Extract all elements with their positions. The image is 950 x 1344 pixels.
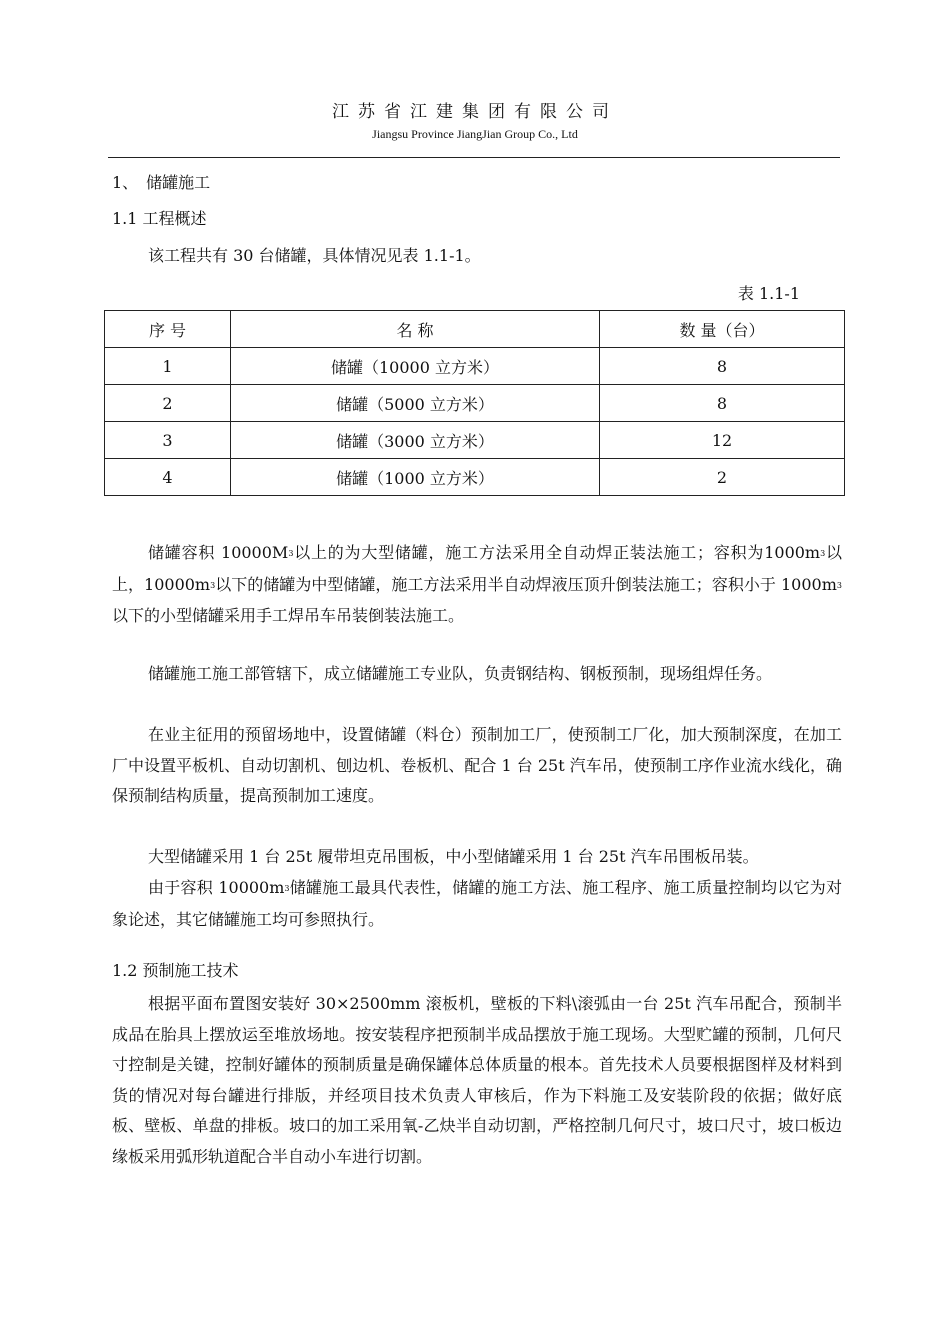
paragraph-tank-types: 储罐容积 $10000M^3$以上的为大型储罐，施工方法采用全自动焊正装法施工；容积为$1000m^3$以上，$10000m^3$以下的储罐为中型储罐，施工方法采用半自动焊液压顶升倒装法施工；容积小于 $1000m^3$以下的小型储罐采用手工焊吊车吊装倒装法施工。	[112, 543, 842, 625]
tank-table	[104, 310, 845, 496]
section-1-title: 1、 储罐施工	[112, 173, 211, 192]
company-name-cn: 江苏省江建集团有限公司	[332, 102, 618, 122]
cell-index: 3	[105, 422, 231, 459]
table-row	[105, 385, 845, 422]
cell-name: 储罐（5000 立方米）	[231, 385, 600, 422]
section-1-1-intro: 该工程共有 30 台储罐，具体情况见表 1.1-1。	[148, 246, 481, 265]
header-quantity: 数 量（台）	[600, 311, 845, 348]
company-name-en: Jiangsu Province JiangJian Group Co., Ltd	[372, 127, 578, 141]
paragraph-prefab-technique: 根据平面布置图安装好 30×2500mm 滚板机，壁板的下料\滚弧由一台 25t 汽车吊配合，预制半成品在胎具上摆放运至堆放场地。按安装程序把预制半成品摆放于施工现场。大型贮罐的预制，几何尺寸控制是关键，控制好罐体的预制质量是确保罐体总体质量的根本。首先技术人员要根据图样及材料到货的情况对每台罐进行排版，并经项目技术负责人审核后，作为下料施工及安装阶段的依据；做好底板、壁板、单盘的排板。坡口的加工采用氧-乙炔半自动切割，严格控制几何尺寸，坡口尺寸，坡口板边缘板采用弧形轨道配合半自动小车进行切割。	[112, 994, 842, 1166]
table-row	[105, 422, 845, 459]
table-row	[105, 459, 845, 496]
cell-name: 储罐（1000 立方米）	[231, 459, 600, 496]
paragraph-factory: 在业主征用的预留场地中，设置储罐（料仓）预制加工厂，使预制工厂化，加大预制深度，在加工厂中设置平板机、自动切割机、刨边机、卷板机、配合 1 台 25t 汽车吊，使预制工序作业流水线化，确保预制结构质量，提高预制加工速度。	[112, 725, 842, 805]
paragraph-cranes: 大型储罐采用 1 台 25t 履带坦克吊围板，中小型储罐采用 1 台 25t 汽车吊围板吊装。	[148, 847, 759, 866]
header-divider	[108, 157, 840, 158]
paragraph-team: 储罐施工施工部管辖下，成立储罐施工专业队，负责钢结构、钢板预制，现场组焊任务。	[148, 664, 773, 683]
cell-name: 储罐（10000 立方米）	[231, 348, 600, 385]
header-index: 序 号	[105, 311, 231, 348]
section-1-2-title: 1.2 预制施工技术	[112, 961, 239, 980]
table-caption: 表 1.1-1	[737, 284, 800, 303]
header-name: 名 称	[231, 311, 600, 348]
table-header-row	[105, 311, 845, 348]
cell-quantity: 8	[600, 348, 845, 385]
section-1-1-title: 1.1 工程概述	[112, 209, 207, 228]
cell-name: 储罐（3000 立方米）	[231, 422, 600, 459]
cell-index: 4	[105, 459, 231, 496]
cell-quantity: 12	[600, 422, 845, 459]
paragraph-representative: 由于容积 $10000m^3$储罐施工最具代表性，储罐的施工方法、施工程序、施工质量控制均以它为对象论述，其它储罐施工均可参照执行。	[112, 878, 842, 929]
table-row	[105, 348, 845, 385]
cell-index: 1	[105, 348, 231, 385]
cell-quantity: 8	[600, 385, 845, 422]
cell-quantity: 2	[600, 459, 845, 496]
cell-index: 2	[105, 385, 231, 422]
